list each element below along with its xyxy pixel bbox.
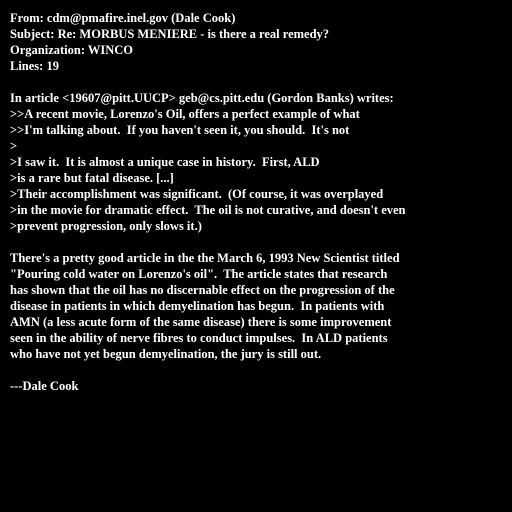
signature: ---Dale Cook <box>10 379 79 393</box>
quote-attribution: In article <19607@pitt.UUCP> geb@cs.pitt.edu (Gordon Banks) writes: <box>10 91 394 105</box>
quote-line: >is a rare but fatal disease. [...] <box>10 171 174 185</box>
quote-line: >I saw it. It is almost a unique case in history. First, ALD <box>10 155 320 169</box>
body-line: seen in the ability of nerve fibres to conduct impulses. In ALD patients <box>10 331 388 345</box>
body-line: "Pouring cold water on Lorenzo's oil". The article states that research <box>10 267 388 281</box>
header-lines: Lines: 19 <box>10 59 59 73</box>
body-line: There's a pretty good article in the the March 6, 1993 New Scientist titled <box>10 251 400 265</box>
quote-line: >in the movie for dramatic effect. The oil is not curative, and doesn't even <box>10 203 406 217</box>
quote-line: >>A recent movie, Lorenzo's Oil, offers a perfect example of what <box>10 107 360 121</box>
body-line: who have not yet begun demyelination, the jury is still out. <box>10 347 322 361</box>
header-from: From: cdm@pmafire.inel.gov (Dale Cook) <box>10 11 236 25</box>
body-line: has shown that the oil has no discernable effect on the progression of the <box>10 283 395 297</box>
body-line: AMN (a less acute form of the same disease) there is some improvement <box>10 315 392 329</box>
header-organization: Organization: WINCO <box>10 43 134 57</box>
quote-line: >Their accomplishment was significant. (Of course, it was overplayed <box>10 187 384 201</box>
quote-line: > <box>10 139 18 153</box>
body-line: disease in patients in which demyelination has begun. In patients with <box>10 299 385 313</box>
header-subject: Subject: Re: MORBUS MENIERE - is there a real remedy? <box>10 27 330 41</box>
quote-line: >>I'm talking about. If you haven't seen it, you should. It's not <box>10 123 350 137</box>
quote-line: >prevent progression, only slows it.) <box>10 219 202 233</box>
